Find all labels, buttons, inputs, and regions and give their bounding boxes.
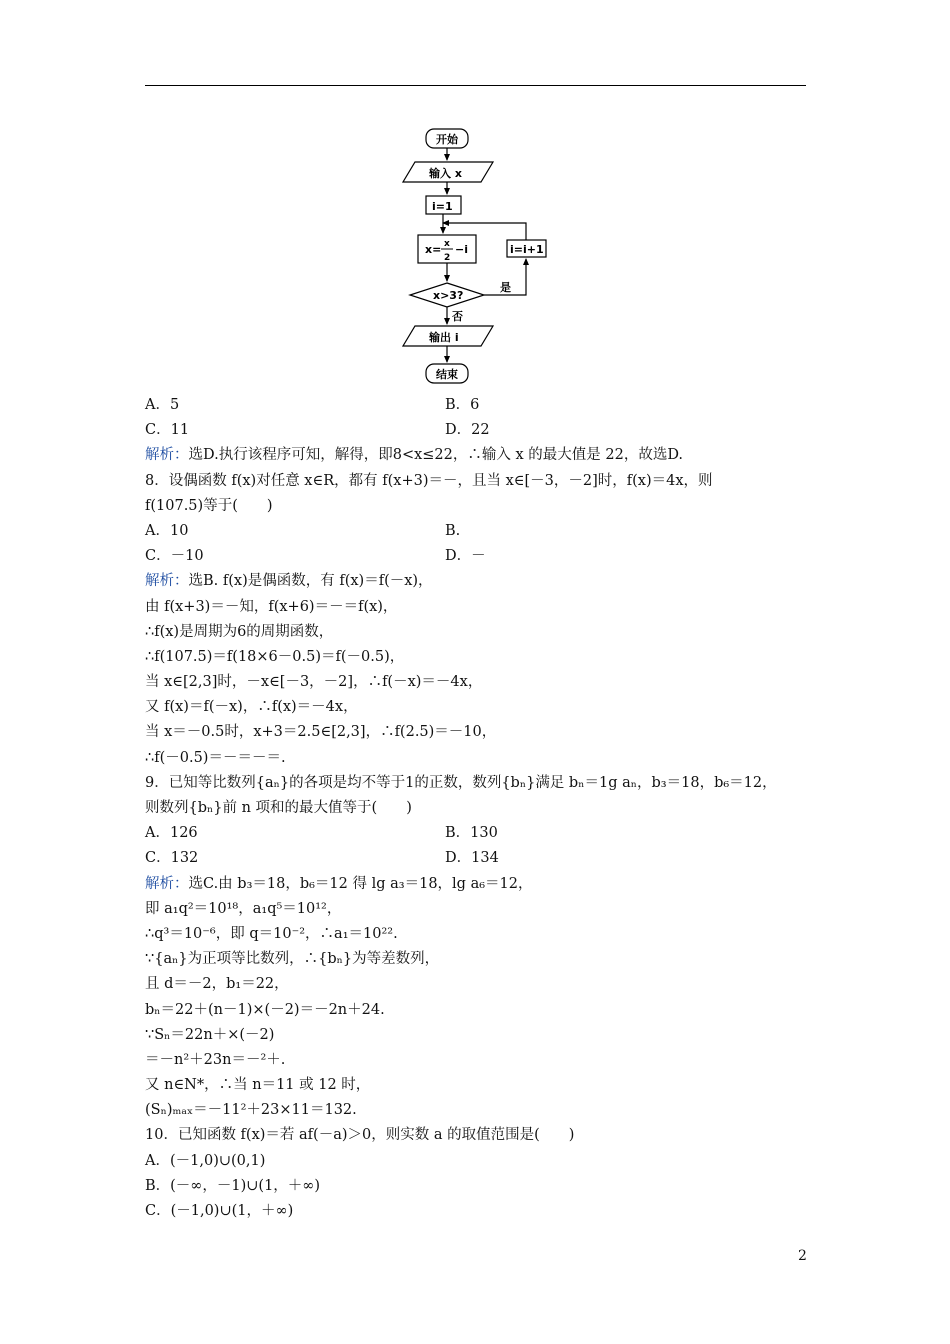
question-line: f(107.5)等于( ): [145, 497, 273, 514]
assign-right-label: −i: [455, 243, 468, 256]
solution-line: [145, 443, 815, 468]
question-line: 9．已知等比数列{aₙ}的各项是均不等于1的正数，数列{bₙ}满足 bₙ＝1g aₙ，b₃＝18，b₆＝12，: [145, 774, 777, 791]
option-row: [145, 544, 815, 569]
solution-step: 当 x＝－0.5时，x+3＝2.5∈[2,3]，∴f(2.5)＝－10，: [145, 724, 497, 741]
solution-step: 又 n∈N*，∴当 n＝11 或 12 时，: [145, 1077, 371, 1094]
no-label: 否: [452, 310, 463, 323]
increment-label: i=i+1: [510, 243, 544, 256]
option-b: B.: [445, 522, 461, 539]
solution-step: bₙ＝22＋(n－1)×(－2)＝－2n＋24.: [145, 1001, 385, 1018]
condition-label: x>3?: [433, 289, 464, 302]
option-c: C．11: [145, 422, 190, 439]
solution-line: [145, 569, 815, 594]
option-a: A．5: [145, 397, 180, 413]
start-label: 开始: [436, 133, 458, 146]
solution-text: 选D.执行该程序可知，解得，即8<x≤22，∴输入 x 的最大值是 22，故选D.: [188, 447, 684, 464]
flowchart: [395, 122, 565, 387]
assign-den-label: 2: [444, 253, 451, 263]
init-label: i=1: [432, 200, 453, 213]
solution-step: 由 f(x+3)＝－知，f(x+6)＝－＝f(x)，: [145, 598, 398, 615]
option-c: C．－10: [145, 548, 204, 565]
end-label: 结束: [436, 368, 458, 381]
solution-label: 解析：: [145, 573, 189, 590]
page-number: 2: [798, 1248, 807, 1264]
solution-step: (Sₙ)ₘₐₓ＝－11²＋23×11＝132.: [145, 1102, 357, 1119]
option-line: A．(－1,0)∪(0,1): [145, 1152, 266, 1169]
input-label: 输入 x: [429, 167, 462, 180]
option-row: [145, 846, 815, 871]
option-row: [145, 418, 815, 443]
option-row: [145, 393, 815, 418]
solution-step: ＝－n²＋23n＝－²＋.: [145, 1051, 286, 1068]
solution-line: [145, 872, 815, 897]
solution-step: 又 f(x)＝f(－x)，∴f(x)＝－4x，: [145, 699, 358, 716]
option-d: D．134: [445, 850, 499, 867]
option-row: [145, 821, 815, 846]
option-b: B．6: [445, 397, 480, 413]
option-line: B．(－∞，－1)∪(1，＋∞): [145, 1177, 321, 1194]
solution-step: 即 a₁q²＝10¹⁸，a₁q⁵＝10¹²，: [145, 900, 342, 917]
assign-left-label: x=: [425, 243, 442, 256]
solution-text: 选C.由 b₃＝18，b₆＝12 得 lg a₃＝18，lg a₆＝12，: [188, 875, 533, 892]
flowchart-svg: [395, 122, 565, 387]
output-label: 输出 i: [429, 331, 459, 344]
solution-text: 选B. f(x)是偶函数，有 f(x)＝f(－x)，: [188, 573, 433, 590]
option-a: A．10: [145, 522, 189, 539]
content-lines: [145, 393, 815, 1224]
yes-label: 是: [500, 281, 511, 294]
solution-step: ∴f(x)是周期为6的周期函数，: [145, 623, 334, 640]
option-a: A．126: [145, 825, 198, 842]
solution-label: 解析：: [145, 447, 189, 464]
option-d: D．－: [445, 548, 486, 565]
assign-num-label: x: [444, 239, 450, 249]
solution-step: ∴q³＝10⁻⁶，即 q＝10⁻²，∴a₁＝10²².: [145, 925, 398, 942]
question-line: 则数列{bₙ}前 n 项和的最大值等于( ): [145, 800, 412, 816]
question-line: 8．设偶函数 f(x)对任意 x∈R，都有 f(x+3)＝－，且当 x∈[－3，－2]时，f(x)＝4x，则: [145, 472, 713, 489]
header-rule: [145, 85, 806, 86]
option-d: D．22: [445, 422, 490, 439]
solution-step: 当 x∈[2,3]时，－x∈[－3，－2]，∴f(－x)＝－4x，: [145, 674, 483, 691]
option-b: B．130: [445, 825, 498, 842]
solution-label: 解析：: [145, 875, 189, 892]
solution-step: ∵{aₙ}为正项等比数列，∴{bₙ}为等差数列，: [145, 951, 440, 968]
solution-step: ∵Sₙ＝22n＋×(－2): [145, 1026, 275, 1043]
option-row: [145, 519, 815, 544]
option-c: C．132: [145, 850, 199, 867]
option-line: C．(－1,0)∪(1，＋∞): [145, 1203, 294, 1219]
solution-step: ∴f(－0.5)＝－＝－＝.: [145, 749, 286, 766]
question-line: 10．已知函数 f(x)＝若 af(－a)＞0，则实数 a 的取值范围是( ): [145, 1127, 575, 1144]
solution-step: 且 d＝－2，b₁＝22，: [145, 976, 289, 993]
solution-step: ∴f(107.5)＝f(18×6－0.5)＝f(－0.5)，: [145, 648, 405, 665]
